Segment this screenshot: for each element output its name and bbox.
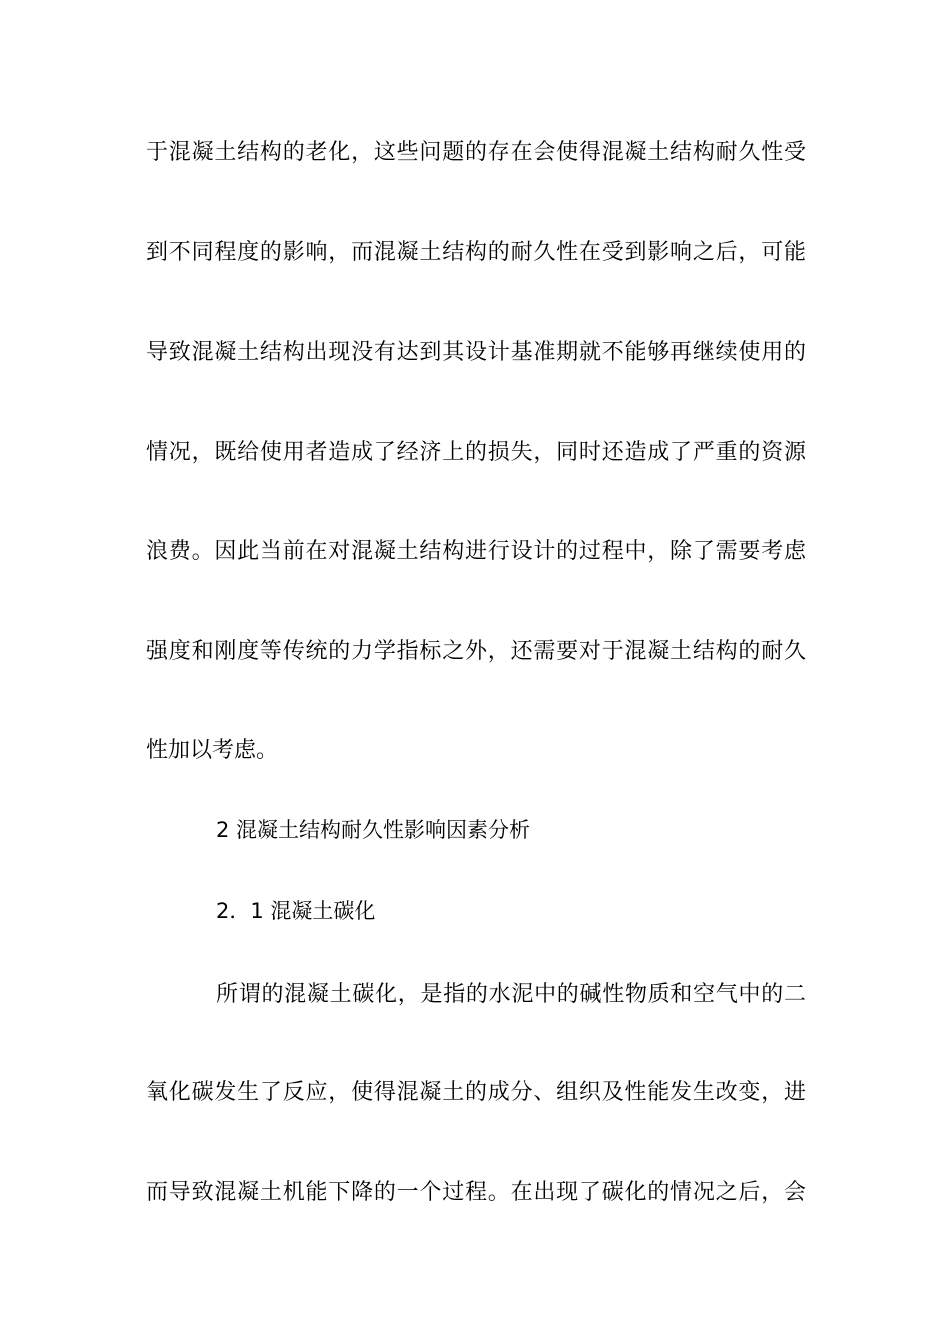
paragraph-1-line-6: 强度和刚度等传统的力学指标之外，还需要对于混凝土结构的耐久 [146,639,806,664]
section-subheading: 2．1 混凝土碳化 [216,899,376,923]
paragraph-1-line-5: 浪费。因此当前在对混凝土结构进行设计的过程中，除了需要考虑 [146,539,806,564]
paragraph-1-line-3: 导致混凝土结构出现没有达到其设计基准期就不能够再继续使用的 [146,340,806,365]
paragraph-1-line-1: 于混凝土结构的老化，这些问题的存在会使得混凝土结构耐久性受 [146,140,806,165]
paragraph-1-line-4: 情况，既给使用者造成了经济上的损失，同时还造成了严重的资源 [146,440,806,465]
section-heading: 2 混凝土结构耐久性影响因素分析 [216,818,531,842]
paragraph-2-line-3: 而导致混凝土机能下降的一个过程。在出现了碳化的情况之后，会 [146,1180,806,1205]
paragraph-1-line-2: 到不同程度的影响，而混凝土结构的耐久性在受到影响之后，可能 [146,240,806,265]
paragraph-2-line-2: 氧化碳发生了反应，使得混凝土的成分、组织及性能发生改变，进 [146,1080,806,1105]
paragraph-1-line-7: 性加以考虑。 [146,738,279,763]
paragraph-2-line-1: 所谓的混凝土碳化，是指的水泥中的碱性物质和空气中的二 [216,982,806,1007]
